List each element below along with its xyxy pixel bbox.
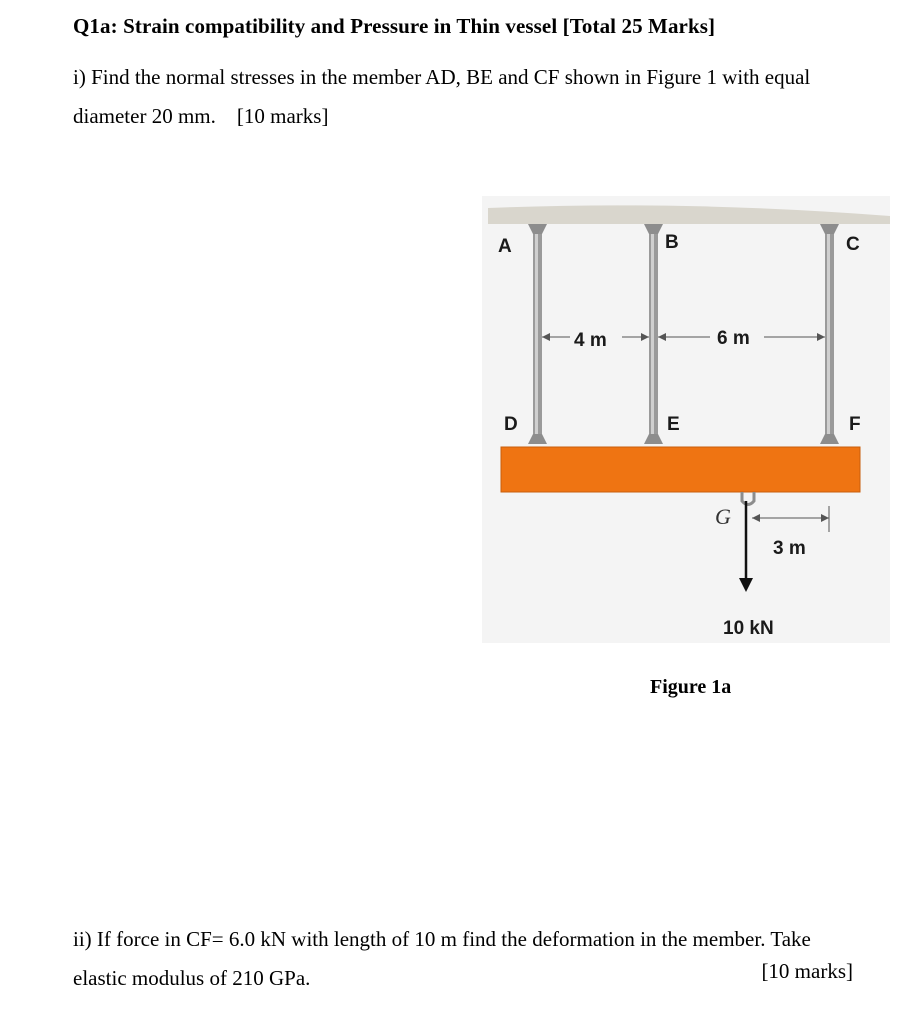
dimension-bc-label: 6 m [717,328,750,349]
label-a: A [498,236,512,257]
dimension-ab-label: 4 m [574,330,607,351]
part-i-text [73,58,893,136]
part-i-line2: diameter 20 mm. [73,104,216,128]
figure-caption: Figure 1a [650,676,732,698]
question-title: Q1a: Strain compatibility and Pressure in Thin vessel [Total 25 Marks] [73,14,716,38]
label-f: F [849,414,861,435]
part-i-marks: [10 marks] [236,104,329,128]
part-ii-marks: [10 marks] [761,959,853,983]
dimension-gf-label: 3 m [773,538,806,559]
figure-diagram [482,196,890,643]
rigid-beam [501,447,860,492]
part-ii-line2: elastic modulus of 210 GPa. [73,966,311,990]
part-ii-line1: ii) If force in CF= 6.0 kN with length of 10 m find the deformation in the member. Take [73,927,811,951]
figure-1a [482,196,890,643]
label-d: D [504,414,518,435]
part-i-line1: i) Find the normal stresses in the member AD, BE and CF shown in Figure 1 with equal [73,65,811,89]
label-c: C [846,234,860,255]
label-b: B [665,232,679,253]
load-label: 10 kN [723,618,774,639]
label-e: E [667,414,680,435]
label-g: G [715,504,731,529]
